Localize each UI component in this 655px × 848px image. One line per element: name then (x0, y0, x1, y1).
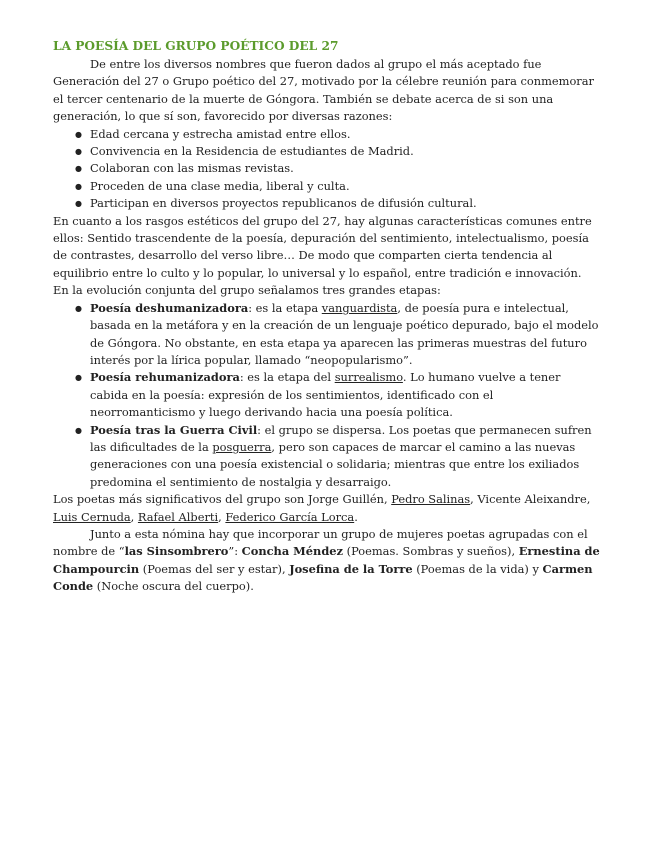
poets-text: Los poetas más significativos del grupo son Jorge Guillén, (53, 492, 392, 507)
women-text: Junto a esta nómina hay que incorporar un grupo de mujeres poetas agrupadas con el nombre de “ (53, 526, 588, 559)
stage-term: Poesía rehumanizadora (90, 370, 240, 385)
stage-link[interactable]: surrealismo (334, 370, 403, 385)
women-paragraph (53, 526, 601, 596)
stage-link[interactable]: vanguardista (321, 300, 398, 315)
women-text: (Poemas de la vida) y (412, 561, 543, 576)
poet-name: Ernestina de Champourcin (53, 544, 600, 576)
stage-item (53, 300, 601, 370)
stage-text: . Lo humano vuelve a tener cabida en la poesía: expresión de los sentimientos, identificado con el neorromanticismo y luego derivando hacia una poesía política. (90, 370, 561, 420)
stage-text: : es la etapa del (239, 370, 335, 385)
poet-name: Carmen Conde (53, 561, 593, 594)
stage-term: Poesía deshumanizadora (90, 300, 249, 315)
stage-text: , pero son capaces de marcar el camino a las nuevas generaciones con una poesía existencial o solidaria; mientras que entre los exiliados predomina el sentimiento de nostalgia y desarraigo. (90, 439, 580, 489)
poets-text: , Vicente Aleixandre, (470, 492, 591, 507)
poets-text: . (354, 509, 358, 524)
stage-item (53, 422, 601, 492)
poet-link-salinas[interactable]: Pedro Salinas (391, 492, 471, 507)
group-name: las Sinsombrero (124, 544, 229, 559)
stage-text: , de poesía pura e intelectual, basada en la metáfora y en la creación de un lenguaje poético depurado, bajo el modelo de Góngora. No obstante, en esta etapa ya aparecen las primeras muestras del futuro interés por la lírica popular, llamado “neopopularismo”. (90, 300, 599, 367)
women-text: (Noche oscura del cuerpo). (93, 579, 254, 594)
poets-text: , (130, 509, 138, 524)
stages-list (53, 300, 601, 491)
list-item: ● Proceden de una clase media, liberal y culta. (53, 178, 601, 195)
stage-text: : es la etapa (248, 300, 322, 315)
list-item: ● Colaboran con las mismas revistas. (53, 160, 601, 177)
women-text: ”: (228, 544, 242, 559)
poets-paragraph (53, 491, 601, 526)
document-page (53, 38, 601, 596)
evolution-paragraph: En la evolución conjunta del grupo señalamos tres grandes etapas: (53, 283, 441, 298)
aesthetic-paragraph: En cuanto a los rasgos estéticos del grupo del 27, hay algunas características comunes entre ellos: Sentido trascendente de la poesía, depuración del sentimiento, intelectualismo, poesía de contrastes, desarrollo del verso libre… De modo que comparten cierta tendencia al equilibrio entre lo culto y lo popular, lo universal y lo español, entre tradición e innovación. (53, 213, 592, 280)
women-text: (Poemas. Sombras y sueños), (343, 544, 519, 559)
reasons-list (53, 126, 601, 213)
stage-text: : el grupo se dispersa. Los poetas que permanecen sufren las dificultades de la (90, 422, 592, 454)
poets-text: , (218, 509, 226, 524)
poet-name: Concha Méndez (241, 544, 343, 559)
stage-item (53, 369, 601, 421)
list-item: ● Edad cercana y estrecha amistad entre ellos. (53, 126, 601, 143)
intro-paragraph: De entre los diversos nombres que fueron dados al grupo el más aceptado fue Generación del 27 o Grupo poético del 27, motivado por la célebre reunión para conmemorar el tercer centenario de la muerte de Góngora. También se debate acerca de si son una generación, lo que sí son, favorecido por diversas razones: (53, 57, 594, 124)
stage-link[interactable]: posguerra (212, 439, 272, 454)
stage-term: Poesía tras la Guerra Civil (90, 422, 258, 437)
list-item: ● Convivencia en la Residencia de estudiantes de Madrid. (53, 143, 601, 160)
women-text: (Poemas del ser y estar), (139, 561, 290, 576)
poet-link-alberti[interactable]: Rafael Alberti (137, 509, 219, 524)
poet-link-lorca[interactable]: Federico García Lorca (225, 509, 355, 524)
poet-name: Josefina de la Torre (289, 561, 413, 576)
list-item: ● Participan en diversos proyectos republicanos de difusión cultural. (53, 195, 601, 212)
poet-link-cernuda[interactable]: Luis Cernuda (53, 509, 131, 524)
document-title: LA POESÍA DEL GRUPO POÉTICO DEL 27 (53, 39, 339, 53)
